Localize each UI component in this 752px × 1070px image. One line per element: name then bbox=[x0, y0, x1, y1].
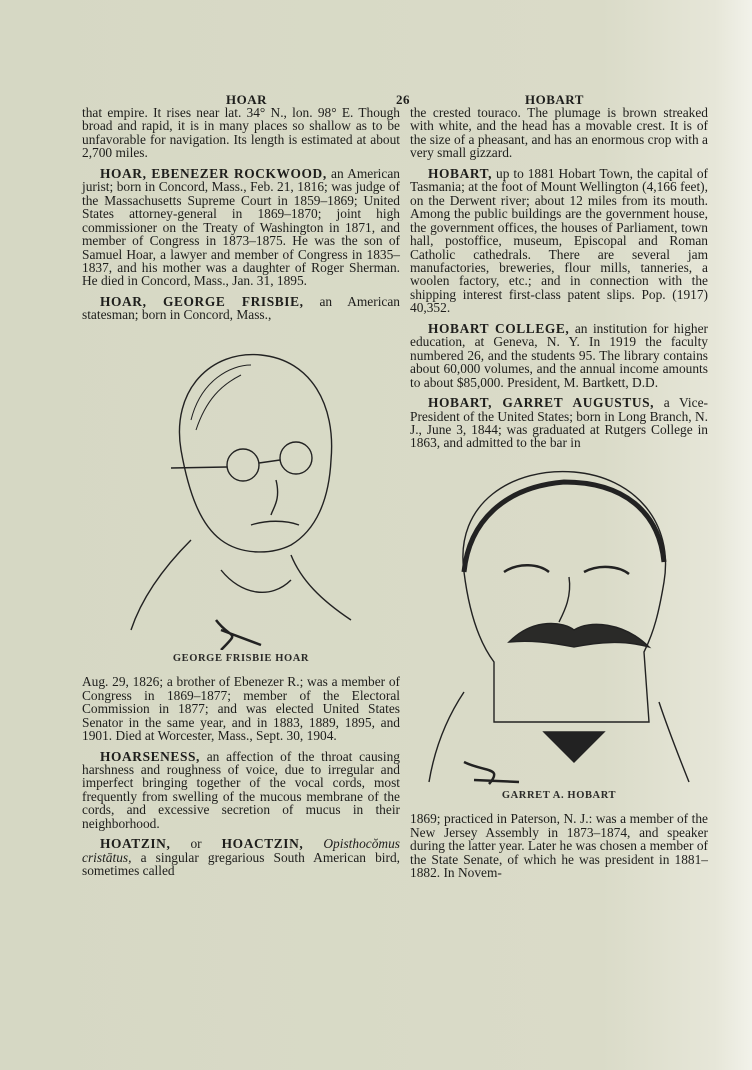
entry-text: up to 1881 Hobart Town, the capital of Tasmania; at the foot of Mount Wellington (4,166 feet), on the Derwent river; about 12 miles from its mouth. Among the public buildings are the government house, the government offices, the houses of Parliament, town hall, postoffice, museum, Episcopal and Roman Catholic cathedrals. There are several jam manufactories, breweries, flour mills, tanneries, a woolen factory, etc.; and in connection with the shipping interest first-class patent slips. Pop. (1917) 40,352. bbox=[410, 165, 708, 316]
entry-hobart bbox=[410, 167, 708, 315]
left-column bbox=[82, 106, 400, 885]
headword: HOATZIN, bbox=[100, 836, 171, 852]
headword: HOAR, EBENEZER ROCKWOOD, bbox=[100, 165, 327, 181]
paragraph: the crested touraco. The plumage is brown streaked with white, and the head has a movable crest. It is of the size of a pheasant, and has an enormous crop with a very small gizzard. bbox=[410, 105, 708, 161]
entry-text: or bbox=[170, 836, 222, 852]
headword: HOARSENESS, bbox=[100, 748, 200, 764]
headword: HOBART, bbox=[428, 165, 493, 181]
page-number: 26 bbox=[396, 92, 410, 107]
entry-text: an affection of the throat causing harshness and roughness of voice, due to irregular and imperfect bringing together of the vocal cords, most frequently from swelling of the mucous membrane of the cords, and excessive secretion of mucus in their neighborhood. bbox=[82, 748, 400, 831]
running-head-left: HOAR bbox=[226, 92, 267, 107]
headword: HOBART, GARRET AUGUSTUS, bbox=[428, 395, 655, 411]
figure-caption: GEORGE FRISBIE HOAR bbox=[172, 652, 310, 664]
entry-text: an American statesman; born in Concord, Mass., bbox=[82, 293, 401, 323]
headword: HOAR, GEORGE FRISBIE, bbox=[100, 293, 304, 309]
entry-hoarseness bbox=[82, 750, 400, 831]
portrait-george-frisbie-hoar bbox=[121, 330, 361, 650]
right-column bbox=[410, 106, 708, 887]
figure-caption: GARRET A. HOBART bbox=[501, 789, 617, 801]
paragraph: Aug. 29, 1826; a brother of Ebenezer R.; was a member of Congress in 1869–1877; member of the Electoral Commission in 1877; and was elected United States Senator in the same year, and in 1883, 1889, 1895, and 1901. Died at Worcester, Mass., Sept. 30, 1904. bbox=[82, 674, 400, 744]
running-head-right: HOBART bbox=[525, 92, 584, 107]
entry-hoar-ebenezer bbox=[82, 167, 400, 288]
entry-hoar-george bbox=[82, 295, 400, 322]
paragraph: 1869; practiced in Paterson, N. J.: was a member of the New Jersey Assembly in 1873–1874, and speaker during the latter year. Later he was chosen a member of the State Senate, of which he was president in 1881–1882. In Novem- bbox=[410, 811, 708, 881]
entry-text: a singular gregarious South American bird, sometimes called bbox=[82, 849, 400, 879]
scientific-name: Opisthocŏmus cristātus, bbox=[82, 836, 400, 865]
entry-text: an American jurist; born in Concord, Mass., Feb. 21, 1816; was judge of the Massachusetts Supreme Court in 1859–1869; United States attorney-general in 1869–1870; joint high commissioner on the Treaty of Washington in 1871, and member of Congress in 1873–1875. He was the son of Samuel Hoar, a lawyer and member of Congress in 1835–1837, and his mother was a daughter of Roger Sherman. He died in Concord, Mass., Jan. 31, 1895. bbox=[82, 165, 400, 289]
entry-hobart-college bbox=[410, 322, 708, 389]
portrait-garret-a-hobart bbox=[424, 462, 694, 787]
paragraph: that empire. It rises near lat. 34° N., lon. 98° E. Though broad and rapid, it is in many places so shallow as to be unfavorable for navigation. Its length is estimated at about 2,700 miles. bbox=[82, 105, 400, 161]
entry-text: an institution for higher education, at Geneva, N. Y. In 1919 the faculty numbered 26, and the students 95. The library contains about 60,000 volumes, and the annual income amounts to about $85,000. President, M. Bartkett, D.D. bbox=[410, 320, 709, 390]
entry-hoatzin bbox=[82, 837, 400, 877]
headword: HOACTZIN, bbox=[221, 836, 304, 852]
entry-hobart-garret bbox=[410, 396, 708, 450]
entry-text: a Vice-President of the United States; born in Long Branch, N. J., June 3, 1844; was graduated at Rutgers College in 1863, and admitted to the bar in bbox=[410, 395, 708, 451]
headword: HOBART COLLEGE, bbox=[428, 320, 570, 336]
